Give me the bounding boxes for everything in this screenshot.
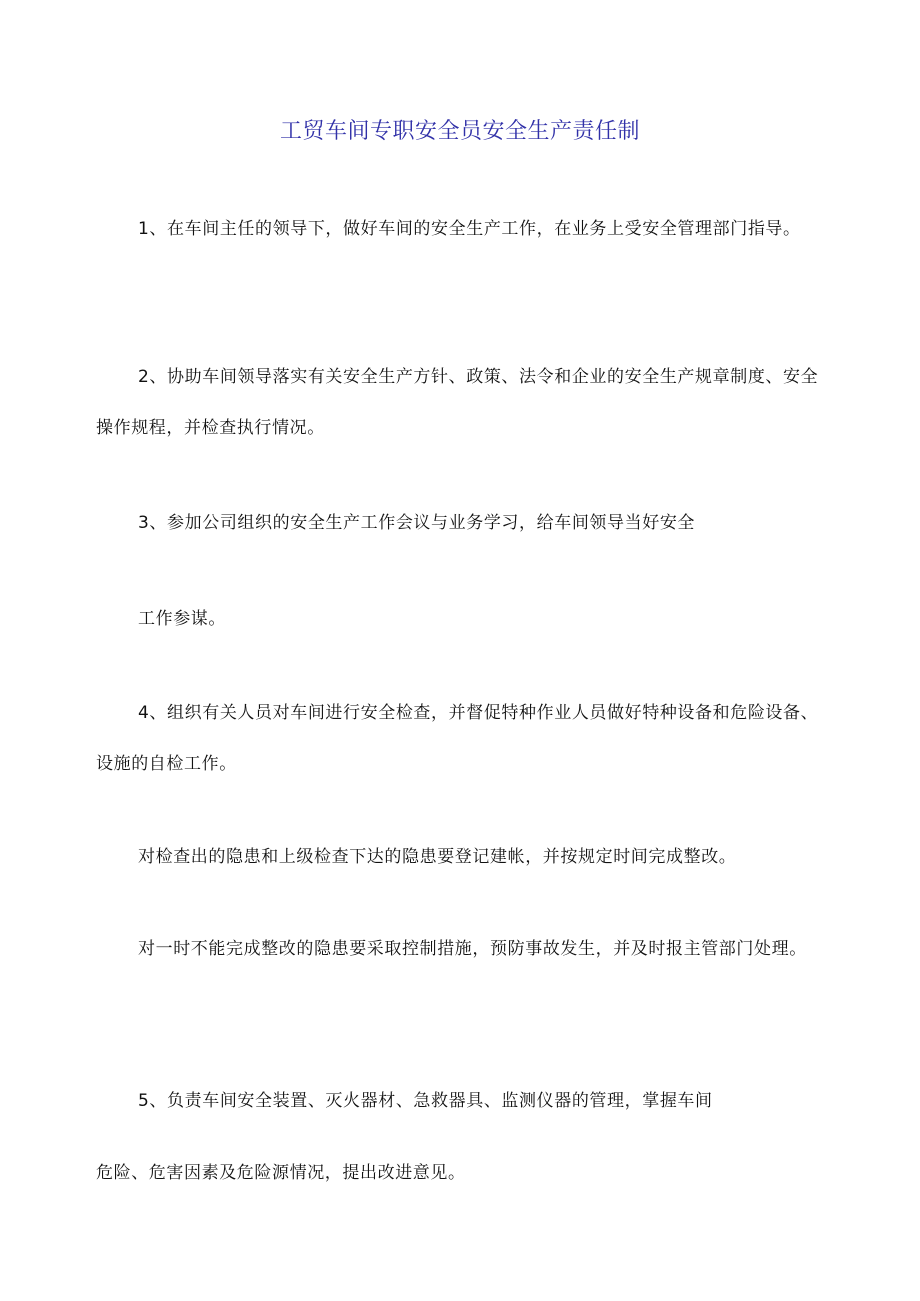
paragraph-4-detail-2: 对一时不能完成整改的隐患要采取控制措施，预防事故发生，并及时报主管部门处理。 [138,939,807,959]
paragraph-5: 5、负责车间安全装置、灭火器材、急救器具、监测仪器的管理，掌握车间 [138,1091,713,1111]
paragraph-4: 4、组织有关人员对车间进行安全检查，并督促特种作业人员做好特种设备和危险设备、设施的自检工作。 [96,703,819,774]
paragraph-2: 2、协助车间领导落实有关安全生产方针、政策、法令和企业的安全生产规章制度、安全操作规程，并检查执行情况。 [96,367,819,438]
paragraph-3-continued: 工作参谋。 [138,609,226,629]
document-title: 工贸车间专职安全员安全生产责任制 [279,119,640,144]
paragraph-1: 1、在车间主任的领导下，做好车间的安全生产工作，在业务上受安全管理部门指导。 [138,219,801,239]
paragraph-3: 3、参加公司组织的安全生产工作会议与业务学习，给车间领导当好安全 [138,513,696,533]
paragraph-4-detail-1: 对检查出的隐患和上级检查下达的隐患要登记建帐，并按规定时间完成整改。 [138,847,737,867]
paragraph-5-continued: 危险、危害因素及危险源情况，提出改进意见。 [96,1163,466,1183]
